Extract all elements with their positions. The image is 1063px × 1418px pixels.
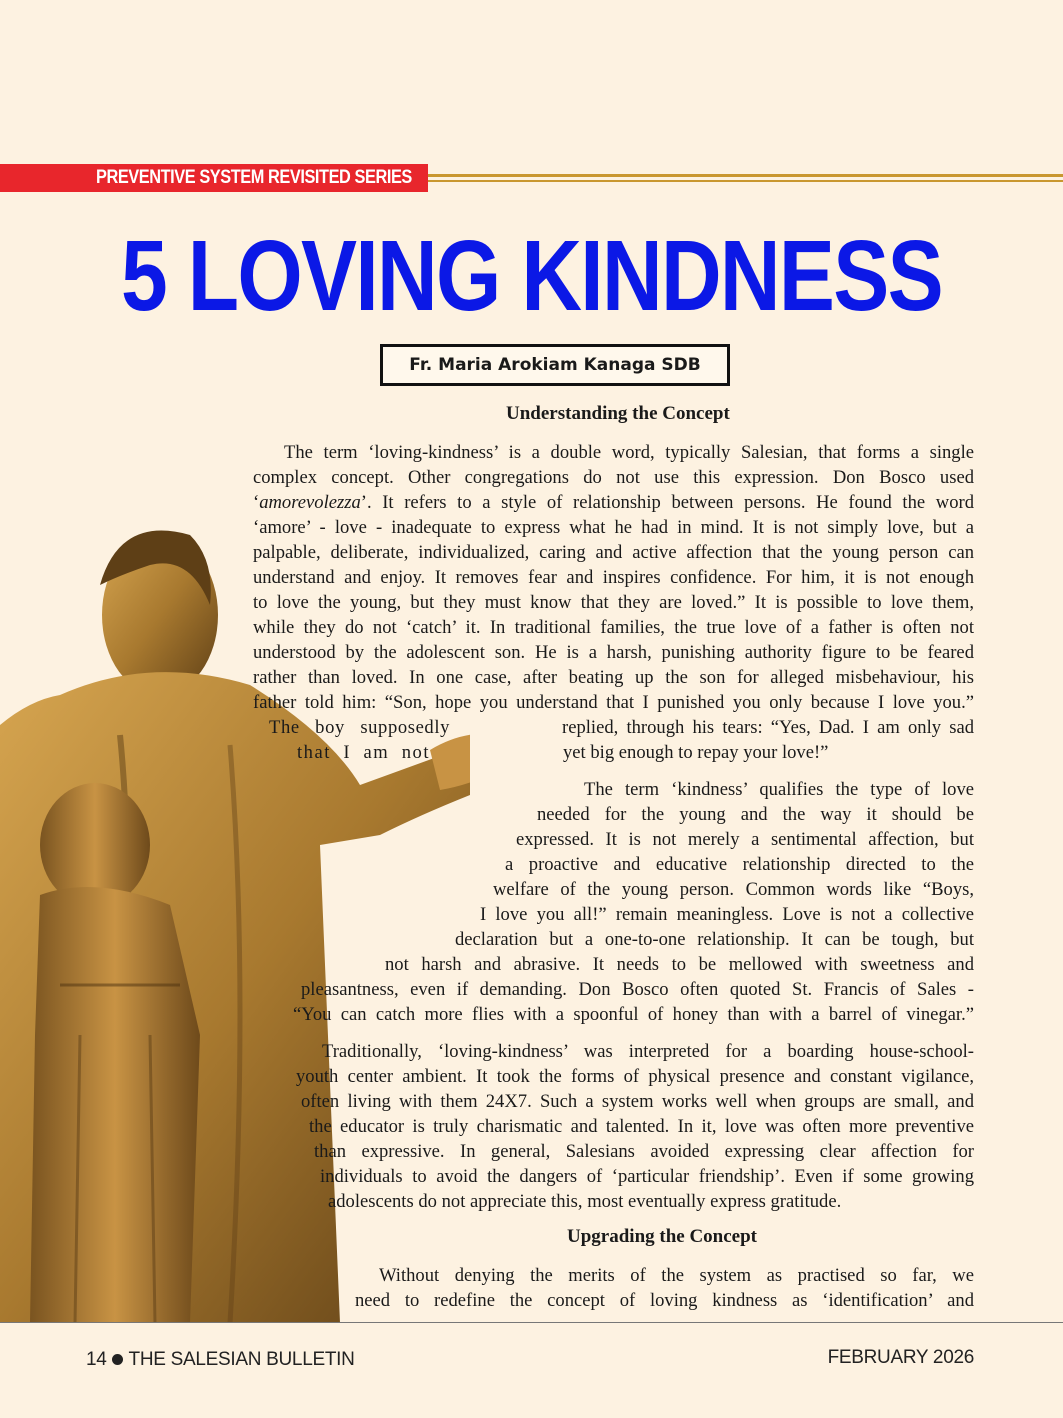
body-line: pleasantness, even if demanding. Don Bosco often quoted St. Francis of Sales - xyxy=(301,979,974,1000)
author-box: Fr. Maria Arokiam Kanaga SDB xyxy=(380,344,730,386)
body-line: to love the young, but they must know that they are loved.” It is possible to love them, xyxy=(253,592,974,613)
body-line: the educator is truly charismatic and talented. In it, love was often more preventive xyxy=(309,1116,974,1137)
body-line: understand and enjoy. It removes fear and inspires confidence. For him, it is not enough xyxy=(253,567,974,588)
body-line: Traditionally, ‘loving-kindness’ was interpreted for a boarding house-school- xyxy=(322,1041,974,1062)
gold-rule-bottom xyxy=(428,180,1063,182)
section-heading-upgrading: Upgrading the Concept xyxy=(567,1226,758,1247)
body-line: need to redefine the concept of loving kindness as ‘identification’ and xyxy=(355,1290,974,1311)
body-line: youth center ambient. It took the forms of physical presence and constant vigilance, xyxy=(296,1066,974,1087)
body-line: The boy supposedly xyxy=(269,717,450,738)
gold-rule-top xyxy=(428,174,1063,177)
body-line: “You can catch more flies with a spoonful of honey than with a barrel of vinegar.” xyxy=(293,1004,974,1025)
body-line: expressed. It is not merely a sentimental affection, but xyxy=(516,829,974,850)
body-line: declaration but a one-to-one relationship. It can be tough, but xyxy=(455,929,974,950)
body-line: ‘amore’ - love - inadequate to express what he had in mind. It is not simply love, but a xyxy=(253,517,974,538)
body-line: I love you all!” remain meaningless. Love is not a collective xyxy=(480,904,974,925)
article-title: 5 LOVING KINDNESS xyxy=(121,220,942,332)
body-line: father told him: “Son, hope you understand that I punished you only because I love you.” xyxy=(253,692,974,713)
issue-date: FEBRUARY 2026 xyxy=(827,1347,974,1368)
series-label: PREVENTIVE SYSTEM REVISITED SERIES xyxy=(96,167,412,188)
body-line: yet big enough to repay your love!” xyxy=(563,742,829,763)
footer-rule xyxy=(0,1322,1063,1323)
section-heading-understanding: Understanding the Concept xyxy=(506,403,730,424)
body-line: rather than loved. In one case, after beating up the son for alleged misbehaviour, his xyxy=(253,667,974,688)
body-line: replied, through his tears: “Yes, Dad. I am only sad xyxy=(562,717,974,738)
body-line: understood by the adolescent son. He is a harsh, punishing authority figure to be feared xyxy=(253,642,974,663)
body-line: than expressive. In general, Salesians avoided expressing clear affection for xyxy=(314,1141,974,1162)
page-number: 14 xyxy=(86,1349,107,1370)
bullet-icon xyxy=(112,1354,123,1365)
body-line: welfare of the young person. Common words like “Boys, xyxy=(493,879,974,900)
body-line: The term ‘kindness’ qualifies the type of love xyxy=(584,779,974,800)
body-line: ‘amorevolezza’. It refers to a style of relationship between persons. He found the word xyxy=(253,492,974,513)
body-line: often living with them 24X7. Such a system works well when groups are small, and xyxy=(301,1091,974,1112)
body-line: The term ‘loving-kindness’ is a double word, typically Salesian, that forms a single xyxy=(284,442,974,463)
body-line: complex concept. Other congregations do not use this expression. Don Bosco used xyxy=(253,467,974,488)
body-line: that I am not xyxy=(297,742,430,763)
body-line: while they do not ‘catch’ it. In traditional families, the true love of a father is often not xyxy=(253,617,974,638)
body-line: needed for the young and the way it should be xyxy=(537,804,974,825)
body-line: not harsh and abrasive. It needs to be mellowed with sweetness and xyxy=(385,954,974,975)
footer-left xyxy=(86,1349,355,1371)
body-line: adolescents do not appreciate this, most eventually express gratitude. xyxy=(328,1191,842,1212)
body-line: palpable, deliberate, individualized, caring and active affection that the young person can xyxy=(253,542,974,563)
body-line: individuals to avoid the dangers of ‘particular friendship’. Even if some growing xyxy=(320,1166,974,1187)
publication-name: THE SALESIAN BULLETIN xyxy=(128,1349,355,1370)
body-line: a proactive and educative relationship directed to the xyxy=(505,854,974,875)
body-line: Without denying the merits of the system as practised so far, we xyxy=(379,1265,974,1286)
